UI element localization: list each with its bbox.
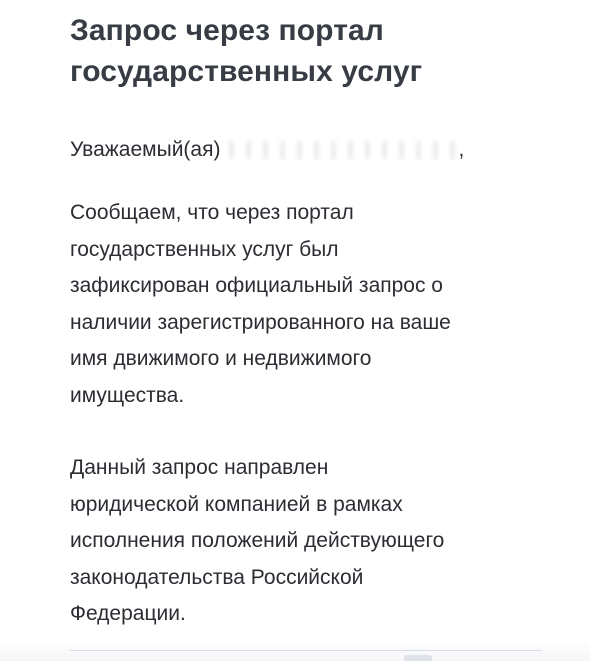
redacted-recipient-name bbox=[224, 141, 456, 159]
greeting-prefix: Уважаемый(ая) bbox=[70, 138, 221, 161]
greeting-comma: , bbox=[458, 138, 465, 161]
paragraph-line: имущества. bbox=[70, 383, 185, 407]
paragraph-line: законодательства Российской bbox=[70, 565, 364, 589]
greeting bbox=[70, 135, 540, 165]
paragraph-line: имя движимого и недвижимого bbox=[70, 347, 372, 370]
title-line: Запрос через портал bbox=[70, 14, 384, 47]
paragraph-notification bbox=[70, 195, 540, 414]
title-line: государственных услуг bbox=[70, 55, 423, 88]
paragraph-line: исполнения положений действующего bbox=[70, 529, 445, 552]
paragraph-line: зафиксирован официальный запрос о bbox=[70, 274, 443, 297]
paragraph-line: Данный запрос направлен bbox=[70, 456, 329, 479]
paragraph-line: Сообщаем, что через портал bbox=[70, 201, 354, 224]
paragraph-request-source bbox=[70, 450, 540, 633]
paragraph-line: наличии зарегистрированного на ваше bbox=[70, 310, 451, 334]
bottom-divider bbox=[70, 650, 542, 651]
paragraph-line: юридической компанией в рамках bbox=[70, 492, 403, 516]
message-body bbox=[70, 10, 540, 633]
paragraph-line: Федерации. bbox=[70, 602, 186, 625]
bottom-action-button[interactable] bbox=[404, 655, 432, 661]
paragraph-line: государственных услуг был bbox=[70, 237, 339, 261]
message-title bbox=[70, 10, 540, 92]
